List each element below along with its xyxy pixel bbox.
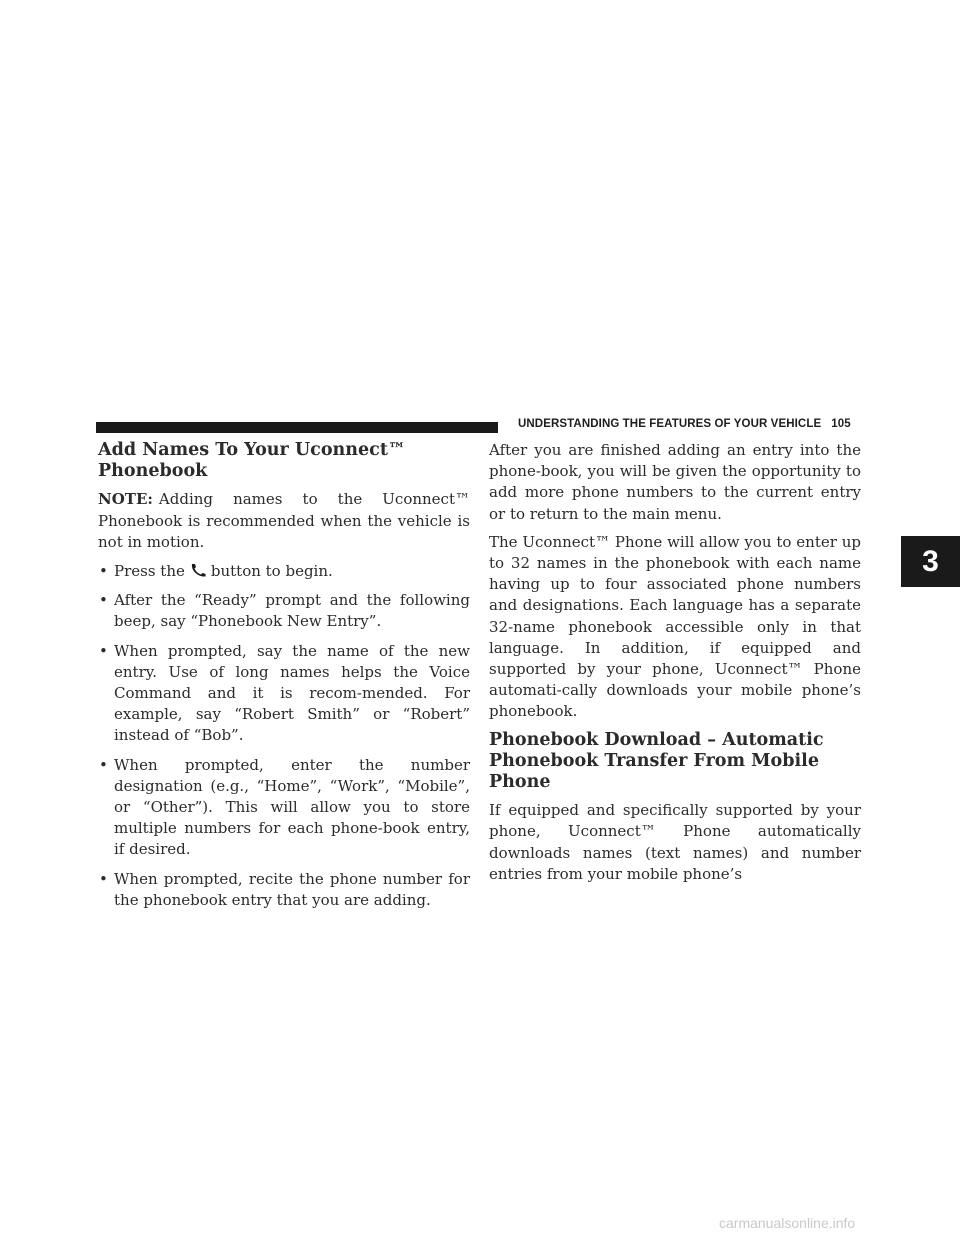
paragraph: The Uconnect™ Phone will allow you to enter up to 32 names in the phonebook with each name having up to four associated phone numbers and designations. Each language has a separate 32-name phonebook accessible only in that language. In addition, if equipped and supported by your phone, Uconnect™ Phone automati-cally downloads your mobile phone’s phonebook. — [489, 532, 861, 721]
step-text-after: button to begin. — [210, 562, 333, 581]
section-title: UNDERSTANDING THE FEATURES OF YOUR VEHICLE — [518, 418, 822, 430]
paragraph: After you are finished adding an entry into the phone-book, you will be given the opportunity to add more phone numbers to the current entry or to return to the main menu. — [489, 441, 861, 523]
note-paragraph — [98, 489, 470, 553]
list-item: • After the “Ready” prompt and the following beep, say “Phonebook New Entry”. — [98, 590, 470, 632]
list-item: • When prompted, enter the number designation (e.g., “Home”, “Work”, “Mobile”, or “Other”). This will allow you to store multiple numbers for each phone-book entry, if desired. — [98, 755, 470, 861]
paragraph: If equipped and specifically supported by your phone, Uconnect™ Phone automatically downloads names (text names) and number entries from your mobile phone’s — [489, 801, 861, 883]
list-item: • When prompted, say the name of the new entry. Use of long names helps the Voice Command and it is recom-mended. For example, say “Robert Smith” or “Robert” instead of “Bob”. — [98, 641, 470, 747]
page-number: 105 — [831, 418, 851, 430]
running-header — [518, 418, 851, 430]
list-item — [98, 561, 470, 582]
subsection-heading: Phonebook Download – Automatic Phonebook Transfer From Mobile Phone — [489, 729, 824, 793]
section-heading: Add Names To Your Uconnect™ Phonebook — [98, 440, 406, 482]
list-item: • When prompted, recite the phone number for the phonebook entry that you are adding. — [98, 869, 470, 911]
phone-icon — [189, 562, 207, 576]
note-label: NOTE: — [98, 490, 153, 509]
right-column — [489, 440, 861, 885]
chapter-tab: 3 — [901, 536, 960, 587]
note-text: Adding names to the Uconnect™ Phonebook is recommended when the vehicle is not in motion. — [98, 490, 470, 551]
step-list — [98, 561, 470, 911]
step-text-before: Press the — [114, 562, 185, 581]
left-column — [98, 440, 470, 911]
watermark: carmanualsonline.info — [719, 1215, 856, 1231]
header-rule — [96, 422, 498, 433]
